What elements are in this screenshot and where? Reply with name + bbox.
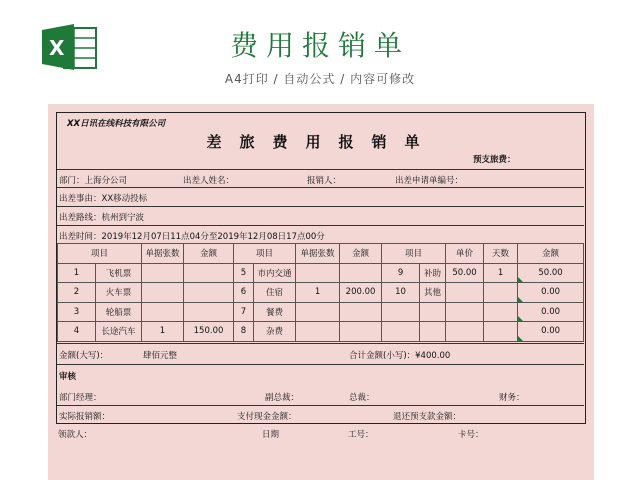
info-row-time [57, 225, 584, 243]
row-no: 4 [58, 322, 96, 342]
item-name: 市内交通 [254, 263, 296, 283]
header-cell: 项目 [382, 244, 446, 264]
days-cell[interactable] [484, 283, 518, 303]
row-no [382, 322, 420, 342]
request-no-field[interactable]: 出差申请单编号： [395, 176, 464, 186]
reason-field[interactable]: 出差事由：XX移动投标 [59, 194, 148, 204]
review-label: 审核 [59, 372, 77, 382]
amount-cell[interactable]: 50.00 [518, 263, 584, 283]
item-name: 补助 [420, 263, 446, 283]
item-name: 长途汽车 [96, 322, 142, 342]
item-name: 杂费 [254, 322, 296, 342]
amount-cell[interactable] [340, 322, 382, 342]
item-name: 其他 [420, 283, 446, 303]
days-cell[interactable] [484, 322, 518, 342]
header-cell: 金额 [184, 244, 234, 264]
row-no: 9 [382, 263, 420, 283]
row-no: 8 [234, 322, 254, 342]
item-name [420, 302, 446, 322]
total-field[interactable]: 合计金额(小写)：¥400.00 [349, 351, 451, 361]
row-no: 6 [234, 283, 254, 303]
date-field[interactable]: 日期 [262, 430, 280, 440]
item-name: 飞机票 [96, 263, 142, 283]
info-row-reason [57, 187, 584, 205]
amount-cell[interactable]: 150.00 [184, 322, 234, 342]
days-cell[interactable] [484, 302, 518, 322]
finance-field[interactable]: 财务： [499, 393, 525, 403]
row-no: 10 [382, 283, 420, 303]
row-no: 7 [234, 302, 254, 322]
price-cell[interactable]: 50.00 [446, 263, 484, 283]
ceo-field[interactable]: 总裁： [349, 393, 375, 403]
amount-cell[interactable]: 200.00 [340, 283, 382, 303]
expense-sheet [48, 104, 594, 480]
vp-field[interactable]: 副总裁： [265, 393, 300, 403]
amount-cell[interactable] [184, 263, 234, 283]
claimant-field[interactable]: 报销人： [307, 176, 342, 186]
route-field[interactable]: 出差路线：杭州到宁波 [59, 213, 145, 223]
count-cell[interactable]: 1 [142, 322, 184, 342]
item-name: 火车票 [96, 283, 142, 303]
table-row [58, 263, 584, 283]
amount-cell[interactable]: 0.00 [518, 283, 584, 303]
count-cell[interactable] [296, 302, 340, 322]
amount-upper-label: 金额(大写)： [59, 351, 109, 361]
count-cell[interactable] [296, 263, 340, 283]
header-cell: 单据张数 [142, 244, 184, 264]
header-cell: 项目 [234, 244, 296, 264]
item-name: 住宿 [254, 283, 296, 303]
payment-row [57, 405, 584, 424]
days-cell[interactable]: 1 [484, 263, 518, 283]
amount-upper-value[interactable]: 肆佰元整 [143, 351, 178, 361]
header-cell: 单据张数 [296, 244, 340, 264]
row-no: 2 [58, 283, 96, 303]
amount-cell[interactable] [340, 302, 382, 322]
refund-field[interactable]: 退还预支款金额： [393, 412, 462, 422]
count-cell[interactable] [142, 263, 184, 283]
count-cell[interactable] [142, 302, 184, 322]
table-row [58, 283, 584, 303]
price-cell[interactable] [446, 283, 484, 303]
table-header-row [58, 244, 584, 264]
manager-field[interactable]: 部门经理： [59, 393, 102, 403]
row-no: 5 [234, 263, 254, 283]
form-frame [56, 112, 586, 424]
expense-table [57, 243, 584, 342]
header-cell: 金额 [518, 244, 584, 264]
emp-no-field[interactable]: 工号： [348, 430, 374, 440]
item-name: 轮船票 [96, 302, 142, 322]
amount-cell[interactable] [184, 302, 234, 322]
header-cell: 单价 [446, 244, 484, 264]
page-subtitle: A4打印 / 自动公式 / 内容可修改 [224, 72, 416, 86]
amount-cell[interactable] [340, 263, 382, 283]
page-title: 费用报销单 [229, 29, 410, 62]
row-no: 1 [58, 263, 96, 283]
form-title: 差旅费用报销单 [206, 133, 438, 151]
actual-field[interactable]: 实际报销额： [59, 412, 111, 422]
advance-label: 预支旅费： [473, 155, 516, 165]
item-name: 餐费 [254, 302, 296, 322]
review-row [57, 364, 584, 384]
cash-field[interactable]: 支付现金金额： [237, 412, 297, 422]
dept-field[interactable]: 部门：上海分公司 [59, 176, 128, 186]
count-cell[interactable]: 1 [296, 283, 340, 303]
approval-row [57, 385, 584, 405]
header-cell: 金额 [340, 244, 382, 264]
time-field[interactable]: 出差时间：2019年12月07日11点04分至2019年12月08日17点00分 [59, 232, 325, 242]
count-cell[interactable] [142, 283, 184, 303]
info-row-route [57, 206, 584, 224]
amount-cell[interactable] [184, 283, 234, 303]
amount-cell[interactable]: 0.00 [518, 322, 584, 342]
info-row-dept [57, 169, 584, 187]
amount-cell[interactable]: 0.00 [518, 302, 584, 322]
card-no-field[interactable]: 卡号： [458, 430, 484, 440]
traveler-field[interactable]: 出差人姓名： [183, 176, 235, 186]
count-cell[interactable] [296, 322, 340, 342]
table-row [58, 322, 584, 342]
table-row [58, 302, 584, 322]
price-cell[interactable] [446, 302, 484, 322]
header-cell: 项目 [58, 244, 142, 264]
svg-text:X: X [49, 36, 65, 60]
item-name [420, 322, 446, 342]
header-cell: 天数 [484, 244, 518, 264]
receiver-field[interactable]: 领款人： [58, 430, 93, 440]
amount-row [57, 343, 584, 363]
row-no: 3 [58, 302, 96, 322]
company-name: XX日讯在线科技有限公司 [67, 119, 166, 129]
price-cell[interactable] [446, 322, 484, 342]
row-no [382, 302, 420, 322]
